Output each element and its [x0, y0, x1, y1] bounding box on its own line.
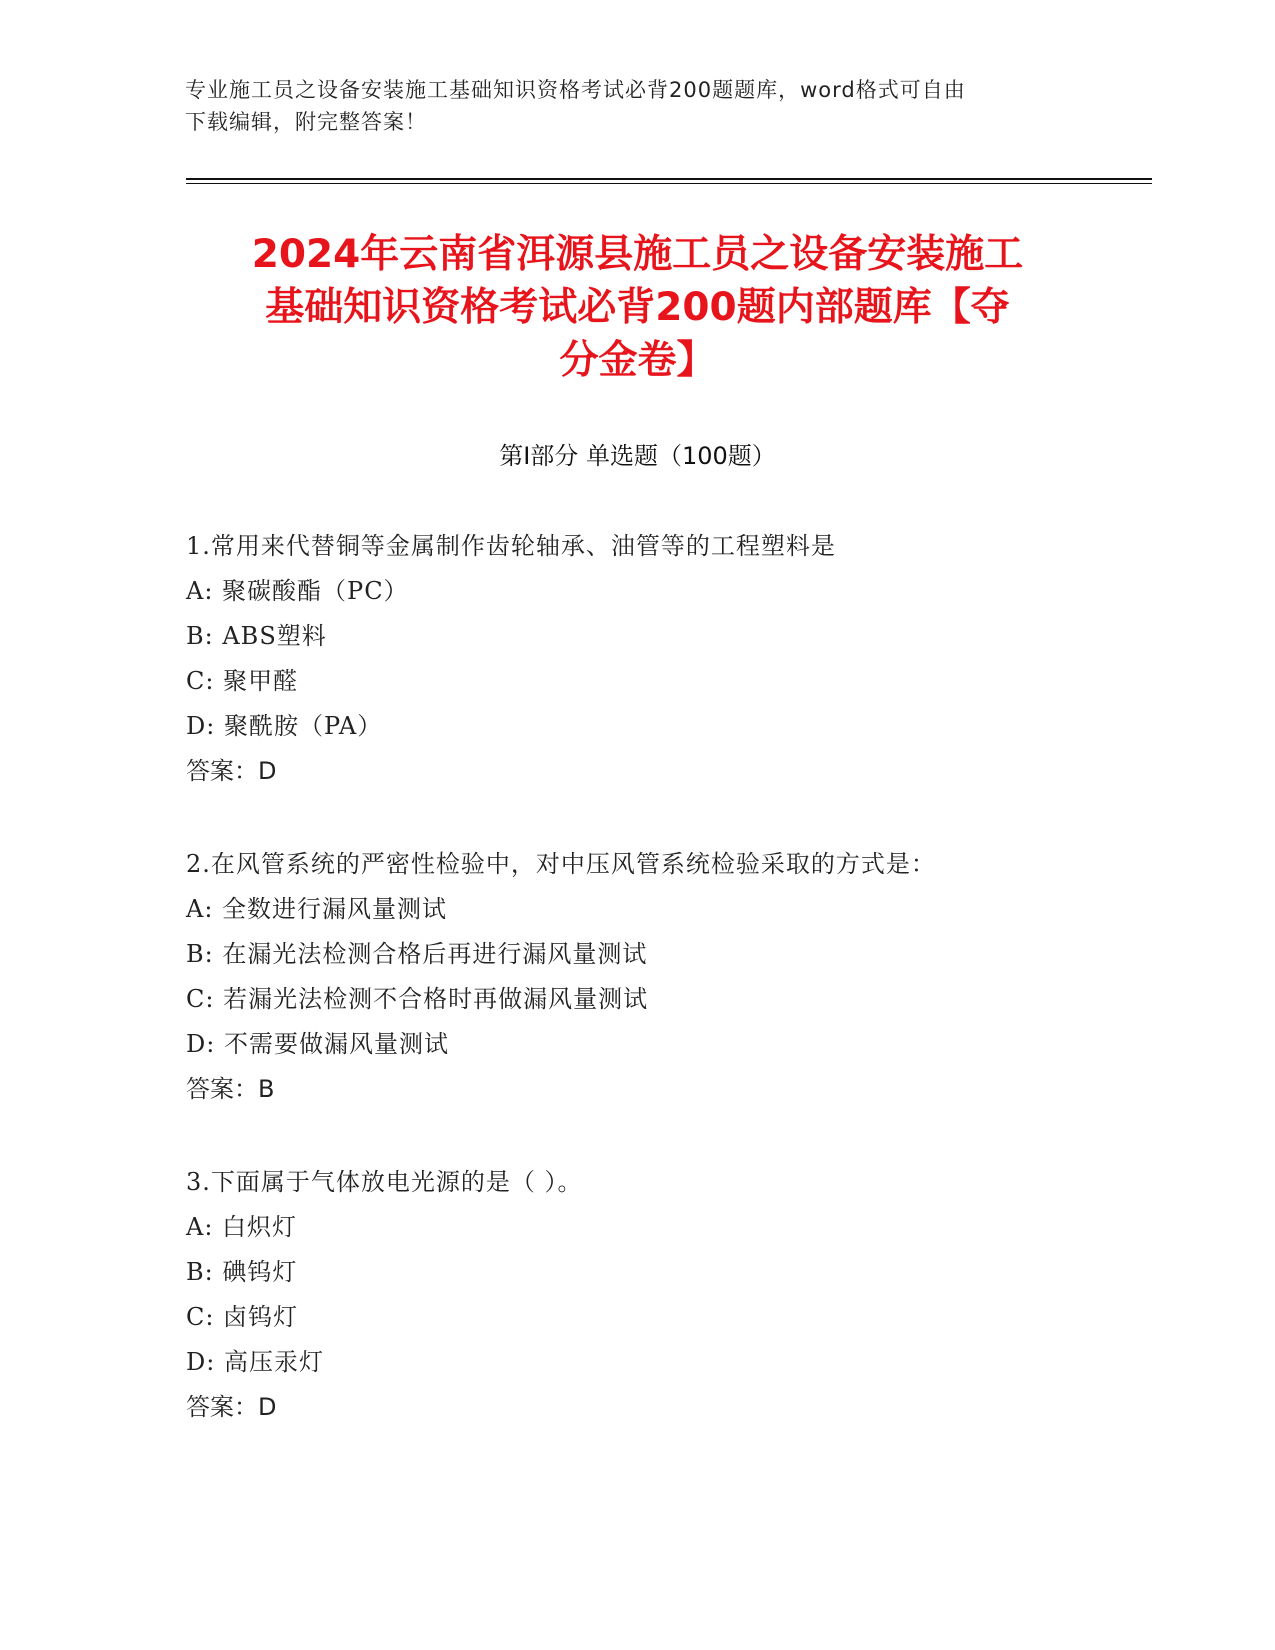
option-a: A: 聚碳酸酯（PC）	[186, 577, 409, 605]
option-c: C: 若漏光法检测不合格时再做漏风量测试	[186, 985, 649, 1013]
option-c: C: 聚甲醛	[186, 667, 299, 695]
option-d: D: 不需要做漏风量测试	[186, 1030, 449, 1058]
option-c: C: 卤钨灯	[186, 1303, 299, 1331]
question-stem: 2.在风管系统的严密性检验中，对中压风管系统检验采取的方式是：	[186, 850, 936, 878]
option-b: B: 在漏光法检测合格后再进行漏风量测试	[186, 940, 648, 968]
option-b: B: ABS塑料	[186, 622, 327, 650]
answer-line: 答案：B	[186, 1075, 275, 1103]
header-note	[185, 74, 1085, 138]
option-d: D: 聚酰胺（PA）	[186, 712, 383, 740]
document-title-line-3: 分金卷】	[559, 338, 716, 383]
header-divider-thin	[186, 183, 1152, 184]
question-block	[186, 842, 1126, 1112]
answer-line: 答案：D	[186, 1393, 277, 1421]
document-title-line-1: 2024年云南省洱源县施工员之设备安装施工	[251, 232, 1024, 277]
header-divider-thick	[186, 178, 1152, 180]
header-note-line-2: 下载编辑，附完整答案！	[185, 110, 427, 134]
question-stem: 1.常用来代替铜等金属制作齿轮轴承、油管等的工程塑料是	[186, 532, 836, 560]
option-a: A: 全数进行漏风量测试	[186, 895, 448, 923]
document-title-line-2: 基础知识资格考试必背200题内部题库【夺	[265, 285, 1010, 330]
question-block	[186, 1160, 1126, 1430]
answer-line: 答案：D	[186, 757, 277, 785]
section-heading: 第Ⅰ部分 单选题（100题）	[499, 442, 776, 470]
option-b: B: 碘钨灯	[186, 1258, 298, 1286]
header-note-line-1: 专业施工员之设备安装施工基础知识资格考试必背200题题库，word格式可自由	[185, 78, 966, 102]
question-block	[186, 524, 1126, 794]
option-d: D: 高压汞灯	[186, 1348, 324, 1376]
document-title	[170, 228, 1105, 387]
question-stem: 3.下面属于气体放电光源的是（ ）。	[186, 1168, 583, 1196]
option-a: A: 白炽灯	[186, 1213, 298, 1241]
